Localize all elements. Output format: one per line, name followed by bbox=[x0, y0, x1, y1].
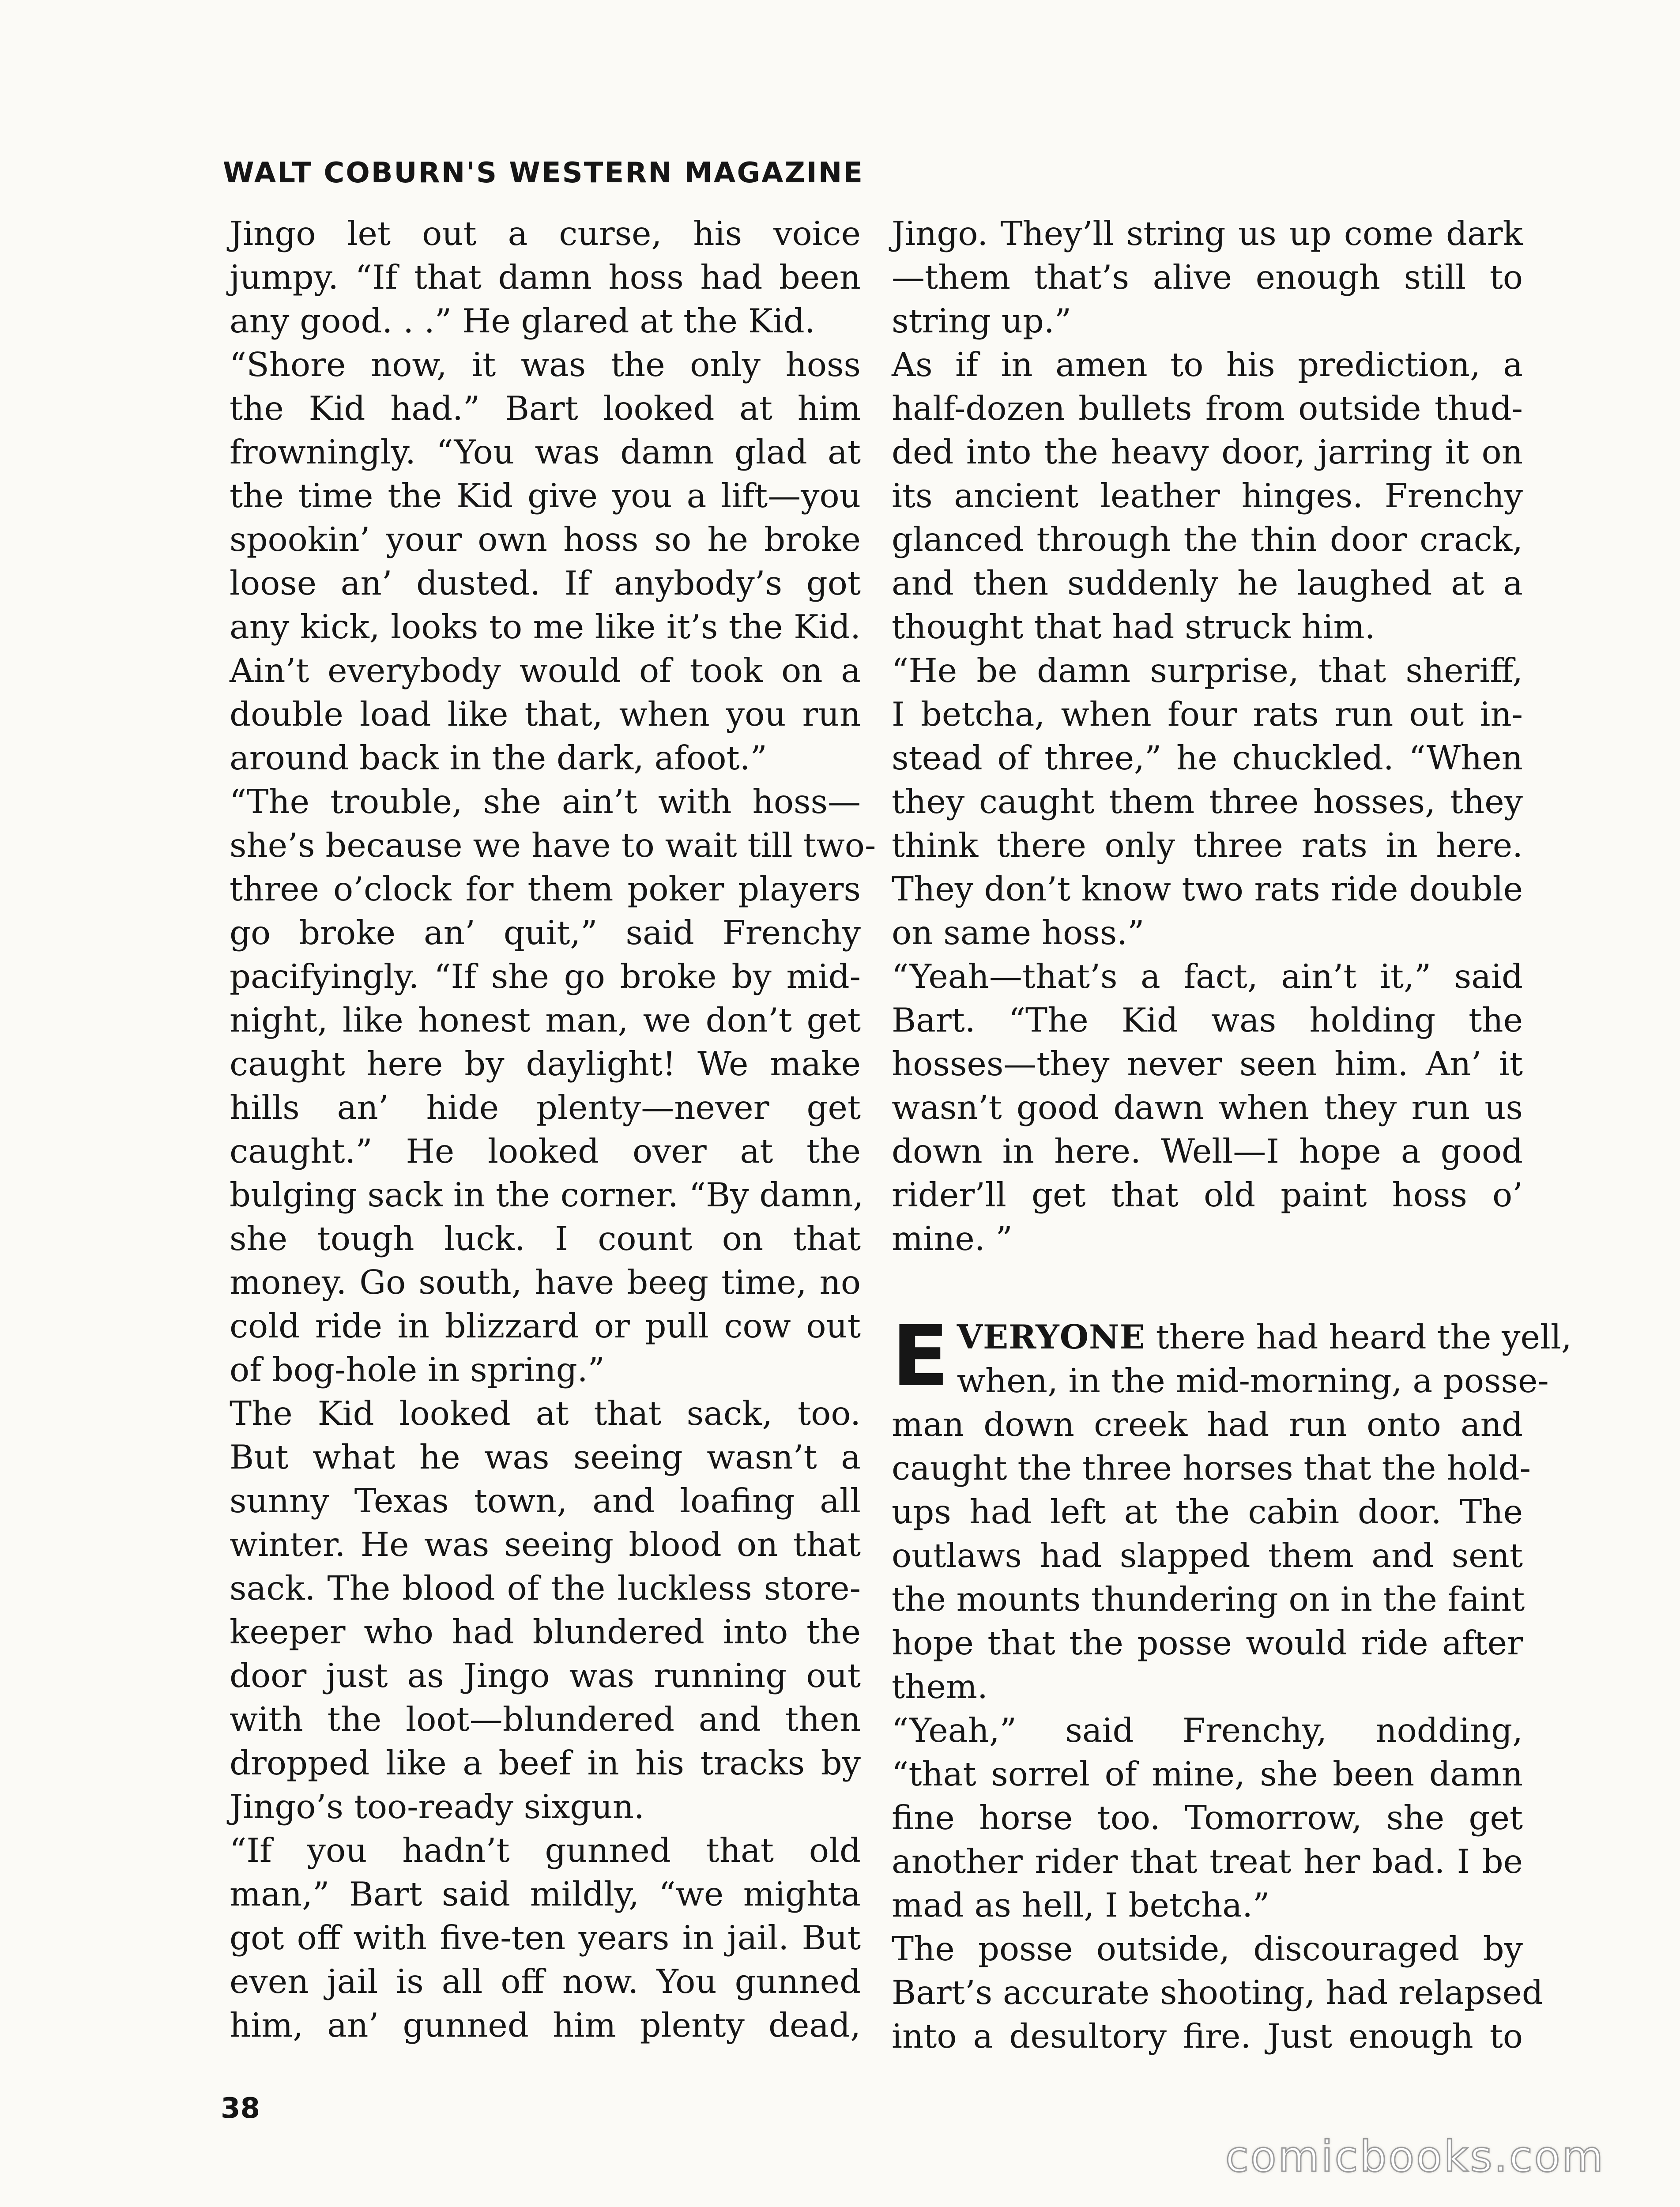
text-line: “Shore now, it was the only hoss bbox=[230, 345, 861, 384]
text-line: caught here by daylight! We make bbox=[230, 1044, 861, 1083]
text-line: “The trouble, she ain’t with hoss— bbox=[230, 782, 861, 821]
text-line: Ain’t everybody would of took on a bbox=[230, 651, 861, 690]
text-line: the mounts thundering on in the faint bbox=[892, 1580, 1525, 1619]
text-line: thought that had struck him. bbox=[892, 607, 1375, 646]
text-line: the time the Kid give you a lift—you bbox=[230, 476, 861, 515]
text-line: and then suddenly he laughed at a bbox=[892, 564, 1523, 603]
text-line: them. bbox=[892, 1667, 988, 1706]
text-line: when, in the mid-morning, a posse- bbox=[957, 1361, 1549, 1400]
running-head: WALT COBURN'S WESTERN MAGAZINE bbox=[223, 157, 864, 189]
text-line: keeper who had blundered into the bbox=[230, 1612, 861, 1651]
text-line: hosses—they never seen him. An’ it bbox=[892, 1044, 1523, 1083]
text-line: she tough luck. I count on that bbox=[230, 1219, 861, 1258]
text-line: mad as hell, I betcha.” bbox=[892, 1886, 1270, 1925]
text-line: “He be damn surprise, that sheriff, bbox=[892, 651, 1523, 690]
text-line: door just as Jingo was running out bbox=[230, 1656, 861, 1695]
text-line: As if in amen to his prediction, a bbox=[892, 345, 1523, 384]
text-line: double load like that, when you run bbox=[230, 695, 861, 734]
text-line: ded into the heavy door, jarring it on bbox=[892, 433, 1523, 471]
text-line: Bart’s accurate shooting, had relapsed bbox=[892, 1973, 1543, 2012]
page-number: 38 bbox=[221, 2092, 260, 2125]
text-line: winter. He was seeing blood on that bbox=[230, 1525, 861, 1564]
text-line: frowningly. “You was damn glad at bbox=[230, 433, 861, 471]
text-line: wasn’t good dawn when they run us bbox=[892, 1088, 1523, 1127]
text-line: with the loot—blundered and then bbox=[230, 1700, 861, 1739]
text-line: any good. . .” He glared at the Kid. bbox=[230, 301, 815, 340]
text-line: the Kid had.” Bart looked at him bbox=[230, 389, 861, 428]
text-line: Bart. “The Kid was holding the bbox=[892, 1001, 1523, 1039]
text-line bbox=[892, 1315, 1572, 1359]
text-line: ups had left at the cabin door. The bbox=[892, 1492, 1523, 1531]
text-line: cold ride in blizzard or pull cow out bbox=[230, 1307, 861, 1345]
text-line: string up.” bbox=[892, 301, 1072, 340]
text-line: rider’ll get that old paint hoss o’ bbox=[892, 1175, 1523, 1214]
text-line: on same hoss.” bbox=[892, 913, 1145, 952]
text-line: sunny Texas town, and loafing all bbox=[230, 1481, 861, 1520]
text-line: glanced through the thin door crack, bbox=[892, 520, 1523, 559]
text-line: stead of three,” he chuckled. “When bbox=[892, 738, 1523, 777]
text-line: hope that the posse would ride after bbox=[892, 1623, 1523, 1662]
text-line: jumpy. “If that damn hoss had been bbox=[230, 258, 861, 297]
text-line: “Yeah,” said Frenchy, nodding, bbox=[892, 1711, 1523, 1750]
text-line: outlaws had slapped them and sent bbox=[892, 1536, 1523, 1575]
text-line: loose an’ dusted. If anybody’s got bbox=[230, 564, 861, 603]
text-line: “that sorrel of mine, she been damn bbox=[892, 1755, 1523, 1793]
text-line: around back in the dark, afoot.” bbox=[230, 738, 767, 777]
text-line: caught.” He looked over at the bbox=[230, 1132, 861, 1171]
text-line: hills an’ hide plenty—never get bbox=[230, 1088, 861, 1127]
right-column bbox=[892, 212, 1572, 2058]
drop-cap: E bbox=[892, 1307, 949, 1405]
left-column bbox=[230, 212, 876, 2047]
small-caps-lead: VERYONE bbox=[957, 1318, 1145, 1356]
text-line: Jingo. They’ll string us up come dark bbox=[892, 214, 1523, 253]
text-line: Jingo’s too-ready sixgun. bbox=[230, 1787, 644, 1826]
text-line: half-dozen bullets from outside thud- bbox=[892, 389, 1523, 428]
text-line: into a desultory fire. Just enough to bbox=[892, 2017, 1523, 2056]
text-line: Jingo let out a curse, his voice bbox=[230, 214, 861, 253]
text-line: man down creek had run onto and bbox=[892, 1405, 1523, 1444]
text-line: The Kid looked at that sack, too. bbox=[230, 1394, 861, 1433]
text-line: caught the three horses that the hold- bbox=[892, 1449, 1531, 1488]
text-line: “If you hadn’t gunned that old bbox=[230, 1831, 861, 1870]
text-line: they caught them three hosses, they bbox=[892, 782, 1523, 821]
text-line: man,” Bart said mildly, “we mighta bbox=[230, 1875, 861, 1913]
text-line: got off with five-ten years in jail. But bbox=[230, 1918, 861, 1957]
text-line: another rider that treat her bad. I be bbox=[892, 1842, 1523, 1881]
text-line: of bog-hole in spring.” bbox=[230, 1350, 605, 1389]
text-line: she’s because we have to wait till two- bbox=[230, 826, 876, 865]
text-line: The posse outside, discouraged by bbox=[892, 1929, 1523, 1968]
text-line: sack. The blood of the luckless store- bbox=[230, 1569, 861, 1608]
text-line: three o’clock for them poker players bbox=[230, 870, 861, 908]
text-line: fine horse too. Tomorrow, she get bbox=[892, 1798, 1523, 1837]
text-line: mine. ” bbox=[892, 1219, 1013, 1258]
text-line: down in here. Well—I hope a good bbox=[892, 1132, 1523, 1171]
text-line: night, like honest man, we don’t get bbox=[230, 1001, 861, 1039]
lead-rest: there had heard the yell, bbox=[1145, 1318, 1572, 1356]
text-line: even jail is all off now. You gunned bbox=[230, 1962, 861, 2001]
text-line: money. Go south, have beeg time, no bbox=[230, 1263, 861, 1302]
text-line: any kick, looks to me like it’s the Kid. bbox=[230, 607, 861, 646]
text-line: dropped like a beef in his tracks by bbox=[230, 1744, 861, 1782]
section-break-block bbox=[892, 1307, 1572, 2058]
text-line: pacifyingly. “If she go broke by mid- bbox=[230, 957, 861, 996]
text-line: I betcha, when four rats run out in- bbox=[892, 695, 1523, 734]
text-line: But what he was seeing wasn’t a bbox=[230, 1438, 861, 1476]
text-line: spookin’ your own hoss so he broke bbox=[230, 520, 861, 559]
text-line: its ancient leather hinges. Frenchy bbox=[892, 476, 1523, 515]
text-line: —them that’s alive enough still to bbox=[892, 258, 1523, 297]
text-line: him, an’ gunned him plenty dead, bbox=[230, 2006, 861, 2045]
text-line: go broke an’ quit,” said Frenchy bbox=[230, 913, 861, 952]
text-line: bulging sack in the corner. “By damn, bbox=[230, 1175, 864, 1214]
text-line: They don’t know two rats ride double bbox=[892, 870, 1523, 908]
text-line: think there only three rats in here. bbox=[892, 826, 1523, 865]
site-watermark: comicbooks.com bbox=[1225, 2132, 1605, 2181]
text-line: “Yeah—that’s a fact, ain’t it,” said bbox=[892, 957, 1523, 996]
